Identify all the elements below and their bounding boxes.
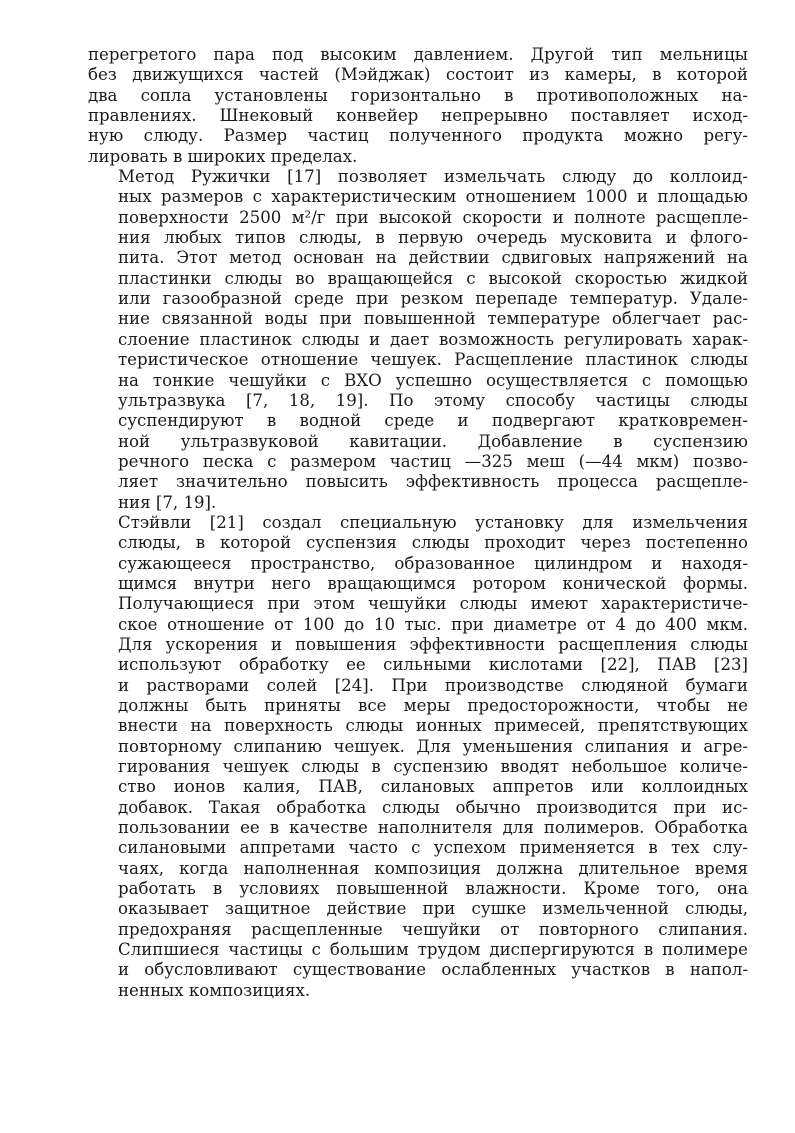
text-line: должны быть приняты все меры предосторожности, чтобы не — [118, 696, 748, 715]
text-line: пользовании ее в качестве наполнителя для полимеров. Обработка — [118, 818, 748, 838]
text-line: внести на поверхность слюды ионных примесей, препятствующих — [118, 716, 748, 736]
text-line: ство ионов калия, ПАВ, силановых аппретов или коллоидных — [118, 777, 748, 797]
text-line: Слипшиеся частицы с большим трудом диспергируются в полимере — [118, 940, 748, 960]
text-line: Для ускорения и повышения эффективности расщепления слюды — [118, 634, 748, 654]
text-line: ние связанной воды при повышенной температуре облегчает рас- — [118, 309, 748, 329]
text-line: используют обработку ее сильными кислотами [22], ПАВ [23] — [118, 655, 748, 675]
text-line: суспендируют в водной среде и подвергают кратковремен- — [118, 411, 748, 431]
text-line: ское отношение от 100 до 10 тыс. при диаметре от 4 до 400 мкм. — [118, 614, 748, 634]
paragraph-1 — [88, 45, 748, 167]
paragraph-2 — [88, 167, 748, 513]
text-line: ния любых типов слюды, в первую очередь мусковита и флого- — [118, 228, 748, 248]
text-line: речного песка с размером частиц —325 меш (—44 мкм) позво- — [118, 451, 748, 471]
text-line: и обусловливают существование ослабленных участков в напол- — [118, 960, 748, 980]
text-line: поверхности 2500 м²/г при высокой скорости и полноте расщепле- — [118, 207, 748, 227]
text-line: работать в условиях повышенной влажности. Кроме того, она — [118, 879, 748, 899]
text-line: Метод Ружички [17] позволяет измельчать слюду до коллоид- — [118, 167, 748, 187]
text-body — [88, 45, 748, 1001]
text-line: правлениях. Шнековый конвейер непрерывно поставляет исход- — [88, 106, 748, 126]
text-line: Стэйвли [21] создал специальную установку для измельчения — [118, 512, 748, 532]
text-line: повторному слипанию чешуек. Для уменьшения слипания и агре- — [118, 736, 748, 756]
text-line: два сопла установлены горизонтально в противоположных на- — [88, 85, 748, 105]
text-line: ной ультразвуковой кавитации. Добавление в суспензию — [118, 431, 748, 451]
text-line: и растворами солей [24]. При производстве слюдяной бумаги — [118, 675, 748, 695]
text-line: сужающееся пространство, образованное цилиндром и находя- — [118, 553, 748, 573]
text-line: ния [7, 19]. — [118, 492, 217, 512]
text-line: пита. Этот метод основан на действии сдвиговых напряжений на — [118, 248, 748, 268]
text-line: оказывает защитное действие при сушке измельченной слюды, — [118, 899, 748, 919]
text-line: Получающиеся при этом чешуйки слюды имеют характеристиче- — [118, 594, 748, 614]
text-line: ненных композициях. — [118, 980, 311, 1000]
text-line: ляет значительно повысить эффективность процесса расщепле- — [118, 472, 748, 492]
text-line: лировать в широких пределах. — [88, 146, 358, 166]
text-line: ную слюду. Размер частиц полученного продукта можно регу- — [88, 126, 748, 146]
text-line: без движущихся частей (Мэйджак) состоит из камеры, в которой — [88, 65, 748, 85]
text-line: добавок. Такая обработка слюды обычно производится при ис- — [118, 797, 748, 817]
document-page — [88, 45, 748, 1001]
text-line: предохраняя расщепленные чешуйки от повторного слипания. — [118, 919, 748, 939]
text-line: чаях, когда наполненная композиция должна длительное время — [118, 858, 748, 878]
text-line: щимся внутри него вращающимся ротором конической формы. — [118, 573, 748, 593]
text-line: или газообразной среде при резком перепаде температур. Удале- — [118, 289, 748, 309]
text-line: слоение пластинок слюды и дает возможность регулировать харак- — [118, 329, 748, 349]
text-line: ных размеров с характеристическим отношением 1000 и площадью — [118, 187, 748, 207]
text-line: слюды, в которой суспензия слюды проходит через постепенно — [118, 533, 748, 553]
text-line: гирования чешуек слюды в суспензию вводят небольшое количе- — [118, 757, 748, 777]
text-line: перегретого пара под высоким давлением. Другой тип мельницы — [88, 45, 748, 64]
text-line: ультразвука [7, 18, 19]. По этому способу частицы слюды — [118, 390, 748, 410]
paragraph-3 — [88, 513, 748, 1001]
text-line: силановыми аппретами часто с успехом применяется в тех слу- — [118, 838, 748, 858]
text-line: теристическое отношение чешуек. Расщепление пластинок слюды — [118, 350, 748, 370]
text-line: на тонкие чешуйки с ВХО успешно осуществляется с помощью — [118, 370, 748, 390]
text-line: пластинки слюды во вращающейся с высокой скоростью жидкой — [118, 268, 748, 288]
